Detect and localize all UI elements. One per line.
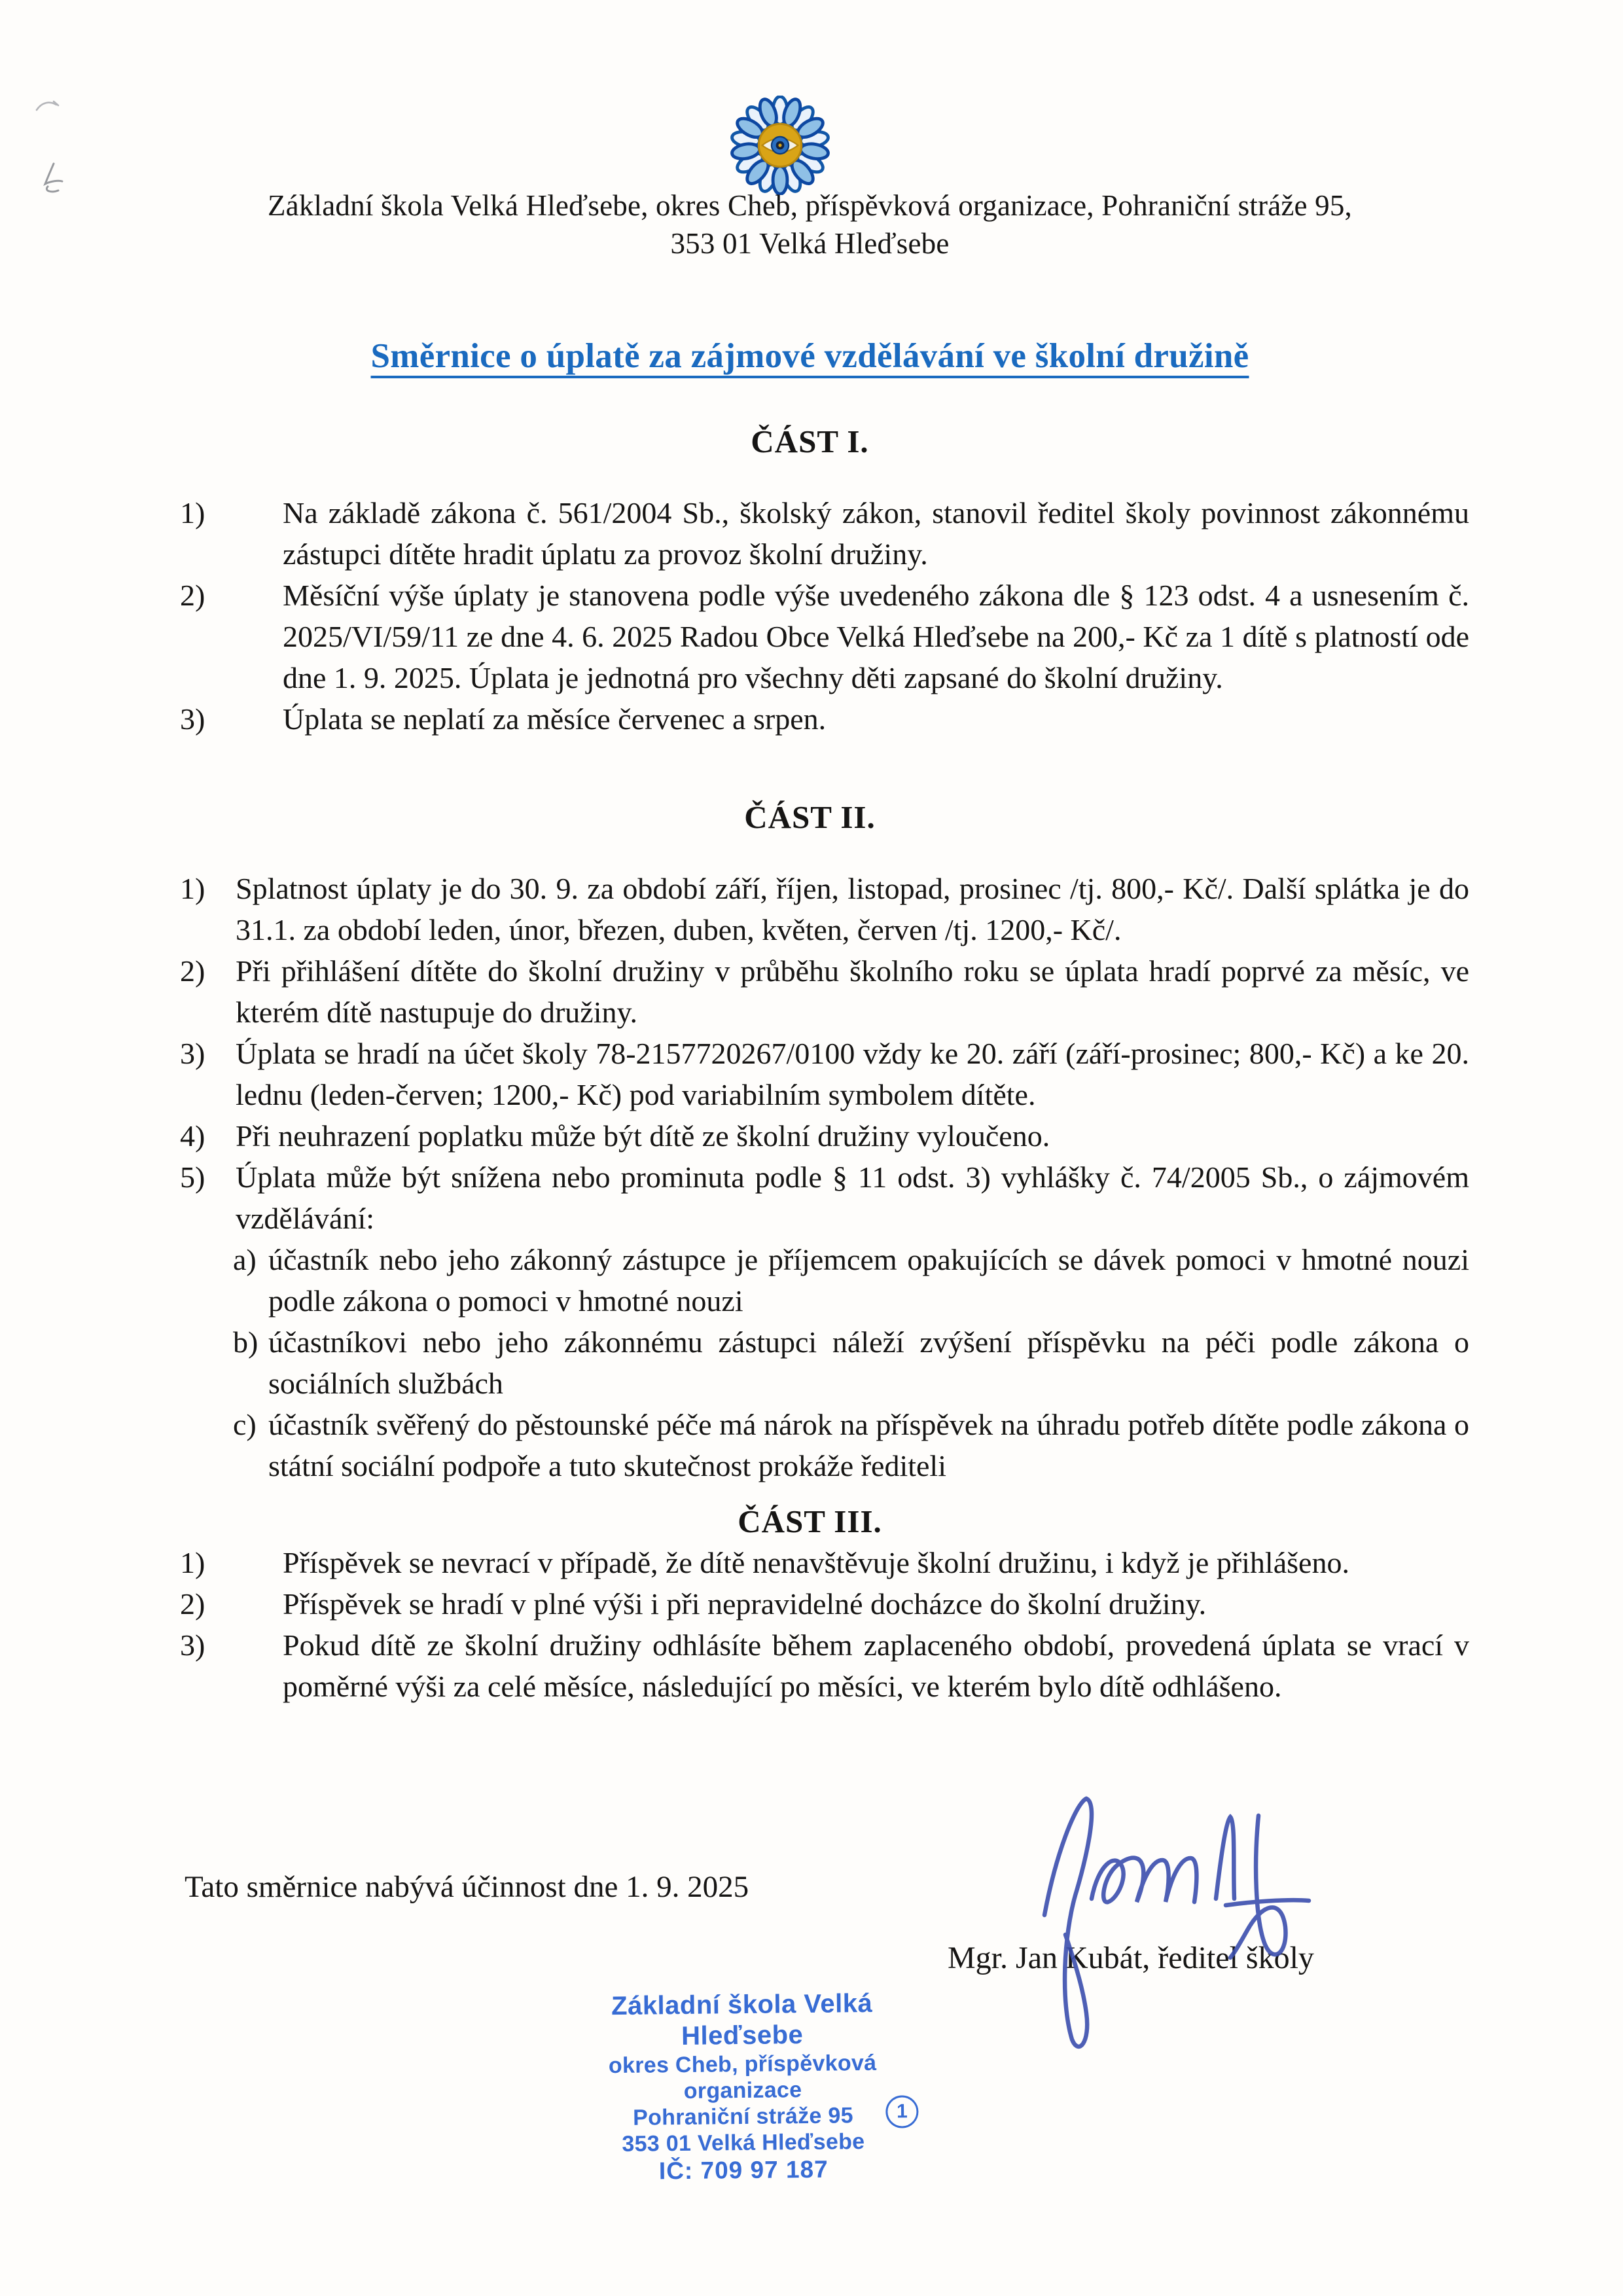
part1-list (157, 492, 1469, 740)
item-text: Pokud dítě ze školní družiny odhlásíte během zaplaceného období, provedená úplata se vrací v poměrné výši za celé měsíce, následující po měsíci, ve kterém bylo dítě odhlášeno. (283, 1628, 1469, 1703)
school-logo-icon (728, 96, 832, 195)
subitem-letter: c) (233, 1408, 257, 1441)
item-number: 3) (180, 1037, 205, 1070)
subitem-letter: a) (233, 1243, 257, 1276)
item-text: Příspěvek se nevrací v případě, že dítě nenavštěvuje školní družinu, i když je přihlášeno. (283, 1546, 1349, 1579)
list-item (157, 1033, 1469, 1115)
list-item (157, 950, 1469, 1033)
document-title: Směrnice o úplatě za zájmové vzdělávání ve školní družině (370, 337, 1249, 375)
list-item (157, 1583, 1469, 1624)
school-header-line1: Základní škola Velká Hleďsebe, okres Cheb, příspěvková organizace, Pohraniční stráže 95, (267, 189, 1353, 222)
stamp-circled-number: 1 (885, 2095, 919, 2128)
item-text: Měsíční výše úplaty je stanovena podle výše uvedeného zákona dle § 123 odst. 4 a usnesením č. 2025/VI/59/11 ze dne 4. 6. 2025 Radou Obce Velká Hleďsebe na 200,- Kč za 1 dítě s platností ode dne 1. 9. 2025. Úplata je jednotná pro všechny děti zapsané do školní družiny. (283, 579, 1469, 694)
section-heading-part1: ČÁST I. (751, 423, 869, 459)
effective-date-line: Tato směrnice nabývá účinnost dne 1. 9. 2025 (185, 1870, 749, 1904)
stamp-line1: Základní škola Velká Hleďsebe (611, 1988, 873, 2051)
item-number: 2) (180, 1587, 205, 1621)
list-item (157, 1542, 1469, 1583)
list-item (157, 868, 1469, 950)
signature-icon (1000, 1778, 1327, 2066)
subitem-letter: b) (233, 1325, 259, 1359)
list-subitem (157, 1321, 1469, 1404)
scan-artifact-icon (34, 96, 64, 121)
list-item (157, 1157, 1469, 1239)
item-number: 2) (180, 579, 205, 612)
item-text: Při neuhrazení poplatku může být dítě ze školní družiny vyloučeno. (236, 1119, 1050, 1153)
item-number: 3) (180, 1628, 205, 1662)
item-text: Splatnost úplaty je do 30. 9. za období září, říjen, listopad, prosinec /tj. 800,- Kč/. Další splátka je do 31.1. za období leden, únor, březen, duben, květen, červen /tj. 1200,- Kč/. (236, 872, 1469, 946)
item-number: 1) (180, 1546, 205, 1579)
subitem-text: účastníkovi nebo jeho zákonnému zástupci náleží zvýšení příspěvku na péči podle zákona o sociálních službách (268, 1325, 1469, 1400)
item-number: 3) (180, 702, 205, 736)
stamp-line2: okres Cheb, příspěvková organizace (608, 2050, 877, 2104)
item-number: 5) (180, 1160, 205, 1194)
list-item (157, 492, 1469, 575)
item-text: Úplata se neplatí za měsíce červenec a srpen. (283, 702, 827, 736)
item-number: 2) (180, 954, 205, 988)
list-subitem (157, 1404, 1469, 1486)
list-item (157, 1115, 1469, 1157)
item-number: 1) (180, 496, 205, 529)
item-text: Úplata může být snížena nebo prominuta podle § 11 odst. 3) vyhlášky č. 74/2005 Sb., o zájmovém vzdělávání: (236, 1160, 1469, 1235)
item-number: 1) (180, 872, 205, 905)
list-item (157, 575, 1469, 698)
item-text: Úplata se hradí na účet školy 78-2157720267/0100 vždy ke 20. září (září-prosinec; 800,- Kč) a ke 20. lednu (leden-červen; 1200,- Kč) pod variabilním symbolem dítěte. (236, 1037, 1469, 1111)
part2-list (157, 868, 1469, 1486)
school-header-line2: 353 01 Velká Hleďsebe (670, 227, 950, 260)
item-text: Při přihlášení dítěte do školní družiny v průběhu školního roku se úplata hradí poprvé za měsíc, ve kterém dítě nastupuje do družiny. (236, 954, 1469, 1029)
list-subitem (157, 1239, 1469, 1321)
stamp-line3: Pohraniční stráže 95 (632, 2103, 854, 2130)
section-heading-part2: ČÁST II. (744, 799, 876, 835)
scan-artifact-icon (38, 162, 72, 198)
item-number: 4) (180, 1119, 205, 1153)
item-text: Na základě zákona č. 561/2004 Sb., školský zákon, stanovil ředitel školy povinnost zákonnému zástupci dítěte hradit úplatu za provoz školní družiny. (283, 496, 1469, 571)
item-text: Příspěvek se hradí v plné výši i při nepravidelné docházce do školní družiny. (283, 1587, 1207, 1621)
subitem-text: účastník nebo jeho zákonný zástupce je příjemcem opakujících se dávek pomoci v hmotné nouzi podle zákona o pomoci v hmotné nouzi (268, 1243, 1469, 1318)
section-heading-part3: ČÁST III. (738, 1503, 882, 1539)
list-item (157, 1624, 1469, 1707)
subitem-text: účastník svěřený do pěstounské péče má nárok na příspěvek na úhradu potřeb dítěte podle zákona o státní sociální podpoře a tuto skutečnost prokáže řediteli (268, 1408, 1469, 1482)
stamp-line4: 353 01 Velká Hleďsebe (622, 2129, 865, 2157)
stamp-line5: IČ: 709 97 187 (658, 2155, 829, 2185)
signer-name-line: Mgr. Jan Kubát, ředitel školy (948, 1941, 1314, 1975)
list-item (157, 698, 1469, 740)
school-stamp (552, 1988, 933, 2187)
part3-list (157, 1542, 1469, 1707)
